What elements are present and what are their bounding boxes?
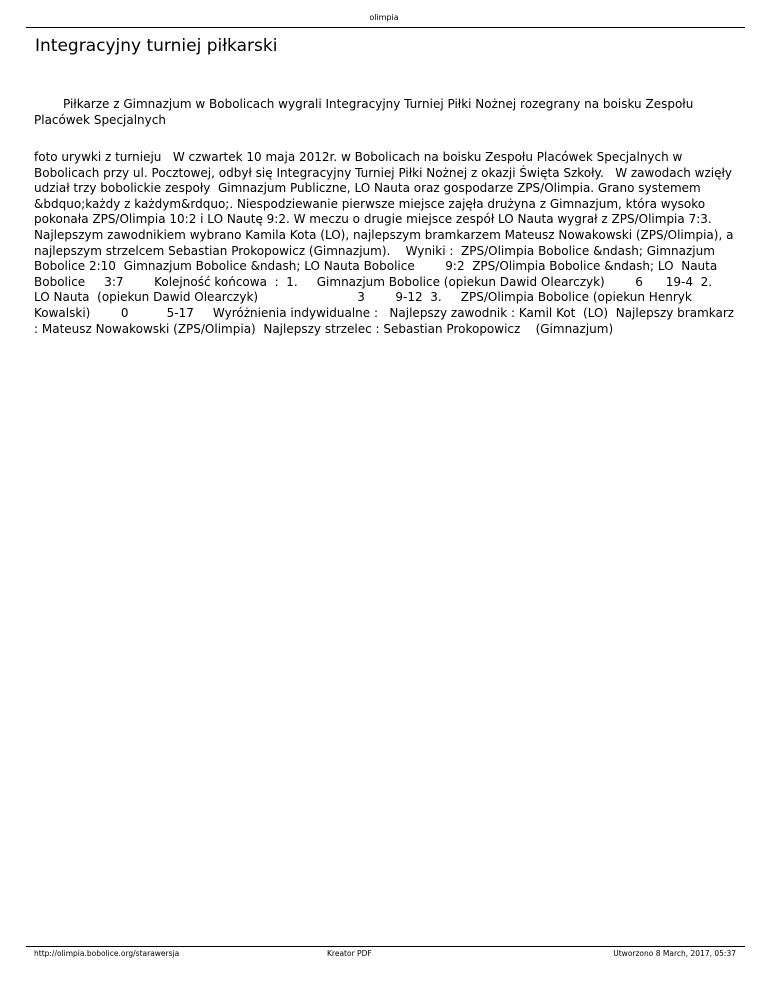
- page-header-site-name: olimpia: [369, 13, 399, 22]
- footer-generator: Kreator PDF: [327, 949, 372, 958]
- article-lead: Piłkarze z Gimnazjum w Bobolicach wygrali Integracyjny Turniej Piłki Nożnej rozegrany na boisku Zespołu Placówek Specjalnych: [34, 97, 694, 127]
- footer-divider: [26, 946, 745, 947]
- footer-created-date: Utworzono 8 March, 2017, 05:37: [613, 949, 736, 958]
- page-title: Integracyjny turniej piłkarski: [35, 36, 278, 56]
- article-body: [34, 150, 736, 337]
- photo-caption: foto urywki z turnieju: [34, 150, 162, 164]
- header-divider: [26, 27, 745, 28]
- footer-url: http://olimpia.bobolice.org/starawersja: [34, 949, 180, 958]
- article-text: W czwartek 10 maja 2012r. w Bobolicach na boisku Zespołu Placówek Specjalnych w Bobolicach przy ul. Pocztowej, odbył się Integracyjny Turniej Piłki Nożnej z okazji Święta Szkoły. W zawodach wzięły udział trzy bobolickie zespoły Gimnazjum Publiczne, LO Nauta oraz gospodarze ZPS/Olimpia. Grano systemem &bdquo;każdy z każdym&rdquo;. Niespodziewanie pierwsze miejsce zajęła drużyna z Gimnazjum, która wysoko pokonała ZPS/Olimpia 10:2 i LO Nautę 9:2. W meczu o drugie miejsce zespół LO Nauta wygrał z ZPS/Olimpia 7:3. Najlepszym zawodnikiem wybrano Kamila Kota (LO), najlepszym bramkarzem Mateusz Nowakowski (ZPS/Olimpia), a najlepszym strzelcem Sebastian Prokopowicz (Gimnazjum). Wyniki : ZPS/Olimpia Bobolice &ndash; Gimnazjum Bobolice 2:10 Gimnazjum Bobolice &ndash; LO Nauta Bobolice 9:2 ZPS/Olimpia Bobolice &ndash; LO Nauta Bobolice 3:7 Kolejność końcowa : 1. Gimnazjum Bobolice (opiekun Dawid Olearczyk) 6 19-4 2. LO Nauta (opiekun Dawid Olearczyk) 3 9-12 3. ZPS/Olimpia Bobolice (opiekun Henryk Kowalski) 0 5-17 Wyróżnienia indywidualne : Najlepszy zawodnik : Kamil Kot (LO) Najlepszy bramkarz : Mateusz Nowakowski (ZPS/Olimpia) Najlepszy strzelec : Sebastian Prokopowicz (Gimnazjum): [34, 150, 738, 336]
